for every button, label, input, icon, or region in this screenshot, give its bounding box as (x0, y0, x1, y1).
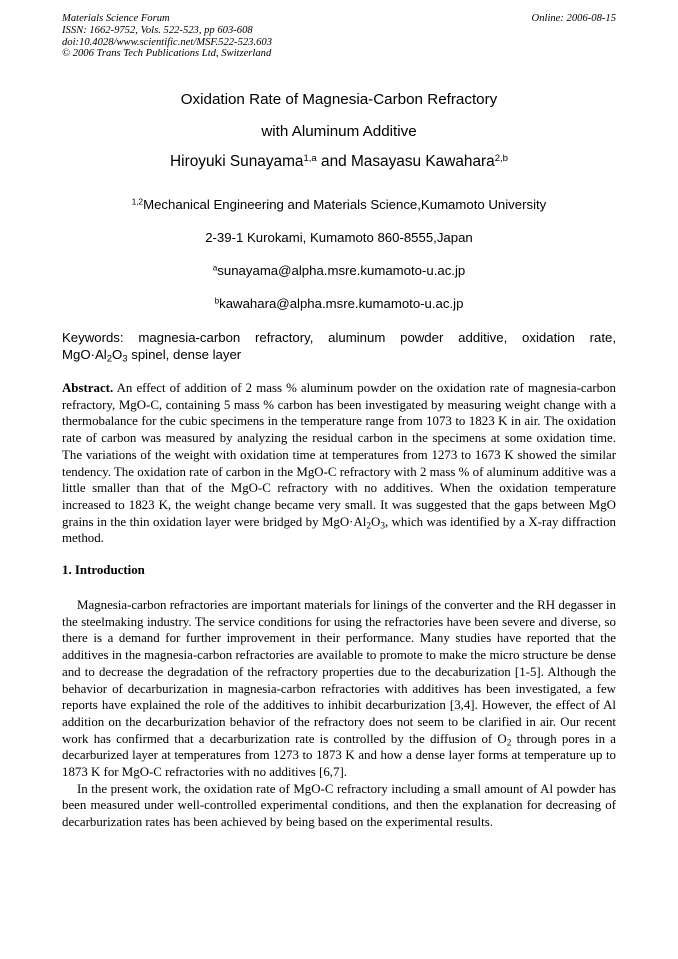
introduction-paragraph-2: In the present work, the oxidation rate of MgO-C refractory including a small amount of Al powder has been measured under well-controlled experimental conditions, and then the explanation for decreasing of decarburization rates has been achieved by being based on the experimental results. (62, 781, 616, 830)
affiliation-address: 2-39-1 Kurokami, Kumamoto 860-8555,Japan (205, 230, 473, 245)
email-b-mark: b (214, 296, 220, 306)
abstract-text: An effect of addition of 2 mass % aluminum powder on the oxidation rate of magnesia-carbon refractory, MgO-C, containing 5 mass % carbon has been investigated by measuring weight change with a thermobalance for the cubic specimens in the temperature range from 1073 to 1823 K in air. The oxidation rate of carbon was measured by analyzing the residual carbon in the specimens at some oxidation time. The variations of the weight with oxidation time at temperatures from 1273 to 1673 K showed the similar tendency. The oxidation rate of carbon in the MgO-C refractory with 2 mass % of aluminum additive was a little smaller than that of the MgO-C refractory with no additives. When the oxidation temperature increased to 1823 K, the weight change became very small. It was suggested that the gaps between MgO grains in the thin oxidation layer were bridged by MgO·Al (62, 381, 616, 529)
journal-issn: ISSN: 1662-9752, Vols. 522-523, pp 603-608 (62, 24, 253, 36)
email-b-address[interactable]: kawahara@alpha.msre.kumamoto-u.ac.jp (219, 296, 464, 311)
online-date: Online: 2006-08-15 (531, 13, 616, 24)
introduction-paragraph-1 (62, 597, 616, 781)
keywords-sub-1: 2 (106, 353, 112, 365)
keywords-block (62, 329, 616, 363)
email-b (62, 296, 616, 311)
journal-copyright: © 2006 Trans Tech Publications Ltd, Switzerland (62, 48, 272, 60)
abstract-label: Abstract. (62, 381, 114, 395)
abstract-sub-1: 2 (366, 520, 372, 531)
institution-name: Mechanical Engineering and Materials Science,Kumamoto University (143, 197, 547, 212)
paper-title-line-1: Oxidation Rate of Magnesia-Carbon Refractory (180, 91, 498, 108)
keywords-spinel-a: MgO·Al (62, 347, 107, 362)
abstract-sub-2: 3 (380, 520, 385, 531)
author-connector: and (316, 153, 351, 170)
journal-name: Materials Science Forum (62, 13, 170, 24)
abstract-mid: O (371, 514, 381, 529)
introduction-body (62, 597, 616, 831)
intro-p1-sub: 2 (506, 737, 512, 748)
author-2-affiliation-mark: 2,b (494, 152, 508, 164)
affiliation-mark: 1,2 (131, 197, 144, 207)
author-2-name: Masayasu Kawahara (350, 153, 495, 170)
author-1-name: Hiroyuki Sunayama (170, 153, 304, 170)
email-a (62, 263, 616, 278)
section-heading-introduction: 1. Introduction (62, 563, 145, 577)
keywords-spinel-b: O (112, 347, 123, 362)
paper-title-line-2: with Aluminum Additive (261, 123, 417, 140)
email-a-address[interactable]: sunayama@alpha.msre.kumamoto-u.ac.jp (217, 263, 466, 278)
email-a-mark: a (212, 263, 218, 273)
affiliation-institution (62, 197, 616, 212)
keywords-spinel-c: spinel, dense layer (127, 347, 242, 362)
intro-p1-part-a: Magnesia-carbon refractories are important materials for linings of the converter and the RH degasser in the steelmaking industry. The service conditions for using the refractories have been severe and diverse, so there is a demand for further improvement in their performance. Many studies have reported that the additives in the magnesia-carbon refractories are available to promote to make the micro structure be dense and to decrease the degradation of the refractory properties due to the decaburization [1-5]. Although the behavior of decarburization in magnesia-carbon refractories with additives has been investigated, a few reports have explained the role of the additives to inhibit decarburization [3,4]. However, the effect of Al addition on the decarburization behavior of the refractory does not seem to be clarified in air. Our recent work has confirmed that a decarburization rate is controlled by the diffusion of O (62, 598, 616, 746)
keywords-line-2 (62, 346, 616, 363)
keywords-line-1: Keywords: magnesia-carbon refractory, aluminum powder additive, oxidation rate, (62, 330, 616, 345)
abstract-paragraph (62, 380, 616, 547)
journal-doi: doi:10.4028/www.scientific.net/MSF.522-523.603 (62, 36, 272, 48)
intro-p1-part-b: through pores in a decarburized layer at temperatures from 1273 to 1873 K and how a dense layer forms at temperature up to 1873 K for MgO-C refractories with no additives [6,7]. (62, 731, 616, 780)
author-list (62, 153, 616, 171)
journal-header (62, 13, 616, 60)
keywords-sub-2: 3 (122, 353, 128, 365)
abstract-end: , which was identified by a X-ray diffraction method. (62, 514, 616, 546)
author-1-affiliation-mark: 1,a (303, 152, 317, 164)
